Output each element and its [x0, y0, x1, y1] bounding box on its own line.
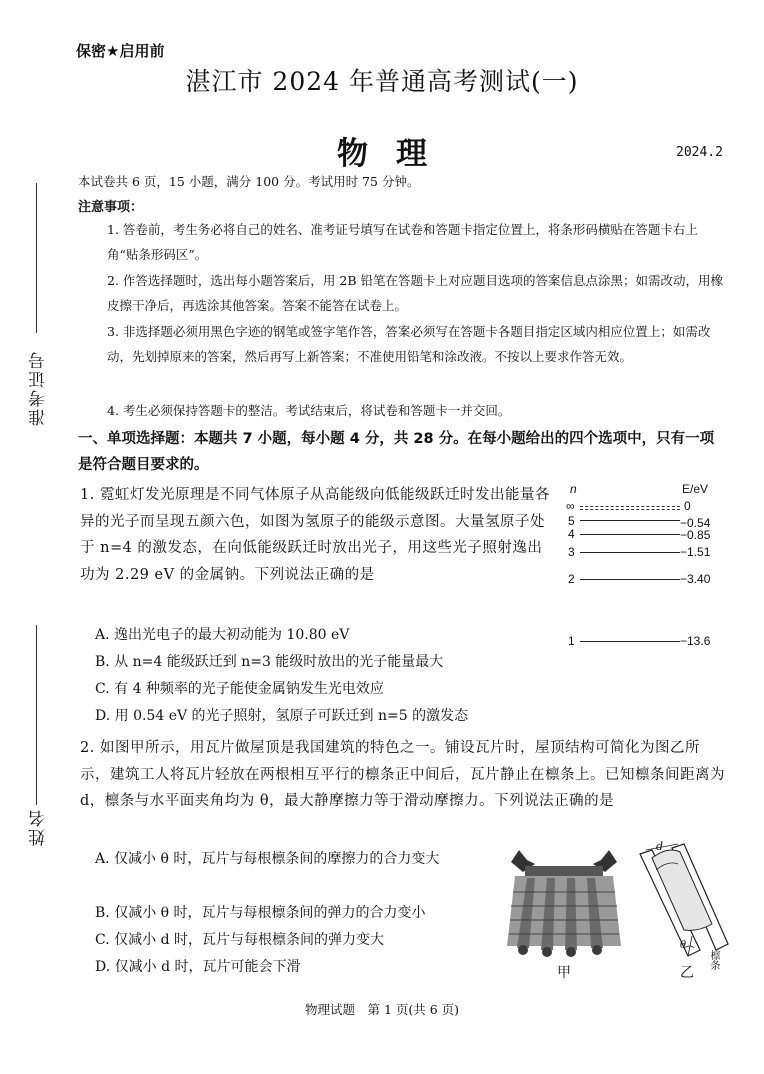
level-line-5: [580, 520, 680, 521]
section-heading: 一、单项选择题：本题共 7 小题，每小题 4 分，共 28 分。在每小题给出的四个选项中，只有一项是符合题目要求的。: [78, 431, 715, 473]
q1-option-c: C. 有 4 种频率的光子能使金属钠发生光电效应: [95, 681, 384, 697]
level-n-4: 4: [568, 527, 575, 541]
level-line-2: [580, 579, 680, 580]
level-line-3: [580, 552, 680, 553]
level-e-1: −13.6: [680, 634, 711, 648]
binding-line-bottom: [36, 625, 37, 805]
q2-option-b: B. 仅减小 θ 时，瓦片与每根檩条间的弹力的合力变小: [95, 905, 426, 921]
exam-title: 湛江市 2024 年普通高考测试(一): [185, 67, 579, 96]
n-header: n: [570, 482, 577, 496]
roof-tiles-photo: [505, 842, 623, 962]
level-n-1: 1: [568, 634, 575, 648]
q1-option-b: B. 从 n=4 能级跃迁到 n=3 能级时放出的光子能量最大: [95, 654, 444, 670]
exam-intro: 本试卷共 6 页，15 小题，满分 100 分。考试用时 75 分钟。: [78, 174, 420, 189]
q1-option-a: A. 逸出光电子的最大初动能为 10.80 eV: [95, 627, 350, 643]
fig-beam-label: 檩条: [708, 950, 719, 970]
q1-stem: 1. 霓虹灯发光原理是不同气体原子从高能级向低能级跃迁时发出能量各异的光子而呈现五颜六色，如图为氢原子的能级示意图。大量氢原子处于 n=4 的激发态，在向低能级跃迁时放出光子，用这些光子照射逸出功为 2.29 eV 的金属钠。下列说法正确的是: [80, 487, 550, 583]
e-header: E/eV: [682, 482, 709, 496]
level-n-5: 5: [568, 514, 575, 528]
exam-id-label: 准考证号: [29, 350, 49, 426]
level-e-inf: 0: [684, 499, 691, 513]
purlin-diagram: [632, 840, 732, 980]
level-e-5: −0.54: [680, 516, 711, 530]
confidential-label: 保密★启用前: [76, 42, 165, 60]
q2-option-d: D. 仅减小 d 时，瓦片可能会下滑: [95, 959, 301, 975]
fig-theta-label: θ: [680, 940, 687, 951]
q2-option-c: C. 仅减小 d 时，瓦片与每根檩条间的弹力变大: [95, 932, 384, 948]
exam-date: 2024.2: [676, 145, 723, 160]
page-footer: 物理试题 第 1 页(共 6 页): [304, 1002, 460, 1017]
name-label: 姓名: [29, 808, 49, 846]
notice-item-1: 1. 答卷前，考生务必将自己的姓名、准考证号填写在试卷和答题卡指定位置上，将条形码横贴在答题卡右上角“贴条形码区”。: [107, 222, 698, 262]
notice-item-4: 4. 考生必须保持答题卡的整洁。考试结束后，将试卷和答题卡一并交回。: [107, 403, 511, 418]
q2-stem: 2. 如图甲所示，用瓦片做屋顶是我国建筑的特色之一。铺设瓦片时，屋顶结构可简化为图乙所示，建筑工人将瓦片轻放在两根相互平行的檩条正中间后，瓦片静止在檩条上。已知檩条间距离为 d，檩条与水平面夹角均为 θ，最大静摩擦力等于滑动摩擦力。下列说法正确的是: [80, 740, 725, 809]
level-line-1: [580, 641, 680, 642]
subject-title: 物理: [337, 136, 455, 172]
level-n-inf: ∞: [566, 499, 575, 513]
roof-tiles-image: [505, 842, 623, 962]
level-n-2: 2: [568, 572, 575, 586]
q1-option-d: D. 用 0.54 eV 的光子照射，氢原子可跃迁到 n=5 的激发态: [95, 708, 469, 724]
figure-yi-label: 乙: [680, 965, 694, 981]
notice-item-3: 3. 非选择题必须用黑色字迹的钢笔或签字笔作答，答案必须写在答题卡各题目指定区域内相应位置上；如需改动，先划掉原来的答案，然后再写上新答案；不准使用铅笔和涂改液。不按以上要求作答无效。: [107, 324, 711, 364]
energy-level-diagram: [560, 482, 730, 652]
level-n-3: 3: [568, 545, 575, 559]
level-line-inf-2: [580, 509, 680, 510]
level-e-2: −3.40: [680, 572, 711, 586]
level-e-3: −1.51: [680, 545, 711, 559]
binding-line-top: [36, 183, 37, 333]
level-e-4: −0.85: [680, 528, 711, 542]
level-line-inf: [580, 506, 680, 507]
q2-option-a: A. 仅减小 θ 时，瓦片与每根檩条间的摩擦力的合力变大: [95, 851, 440, 867]
notice-item-2: 2. 作答选择题时，选出每小题答案后，用 2B 铅笔在答题卡上对应题目选项的答案信息点涂黑；如需改动，用橡皮擦干净后，再选涂其他答案。答案不能答在试卷上。: [107, 273, 723, 313]
level-line-4: [580, 534, 680, 535]
figure-jia-label: 甲: [557, 965, 571, 981]
fig-d-label: d: [656, 840, 664, 853]
notice-title: 注意事项：: [78, 200, 144, 215]
